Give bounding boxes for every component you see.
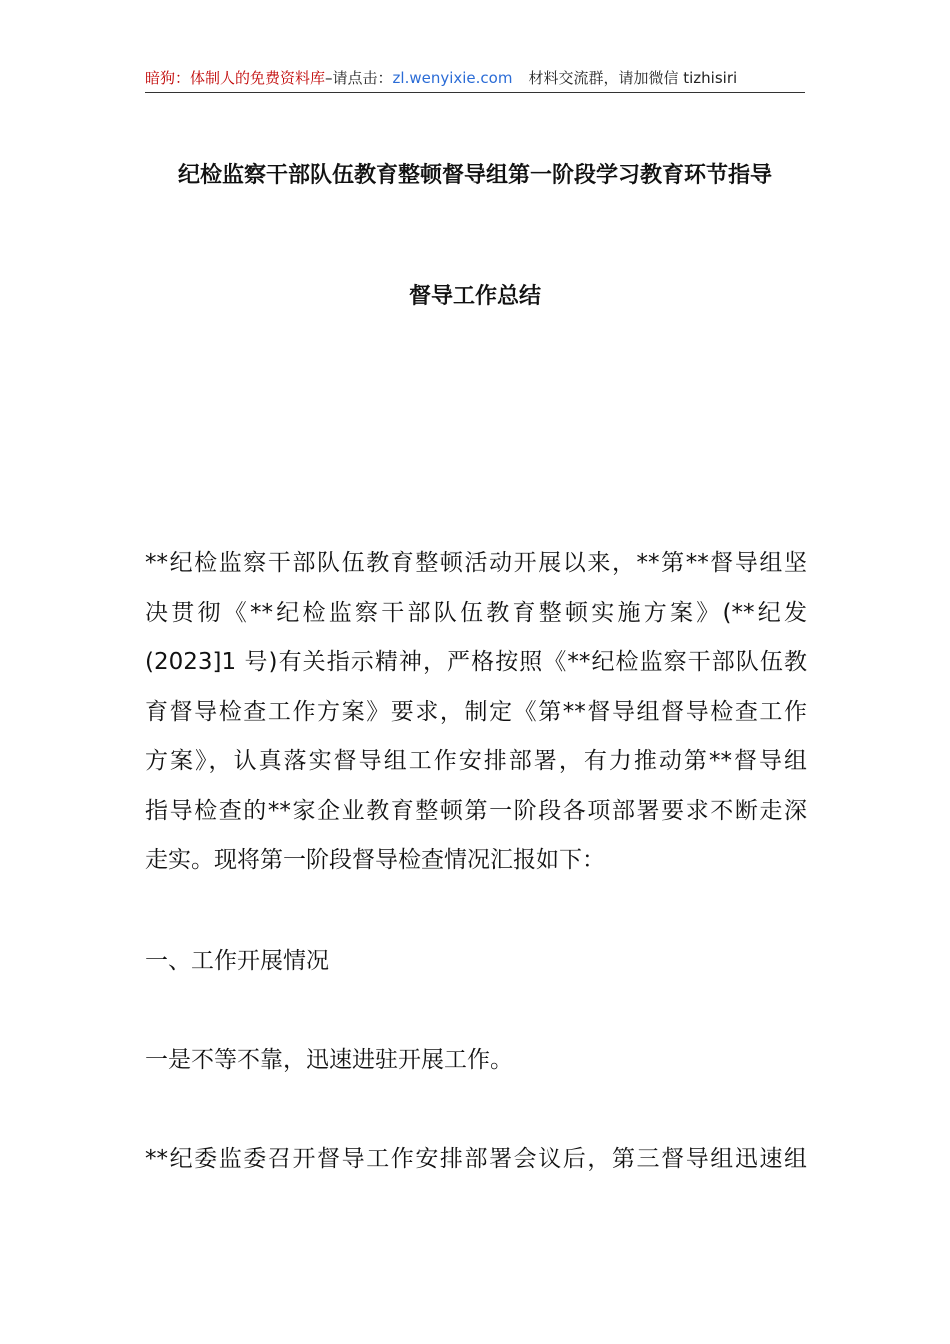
paragraph-line: **纪检监察干部队伍教育整顿活动开展以来，**第**督导组坚 <box>145 550 807 576</box>
page-header <box>145 64 805 93</box>
document-title-line-1: 纪检监察干部队伍教育整顿督导组第一阶段学习教育环节指导 <box>177 163 772 188</box>
paragraph-line: 走实。现将第一阶段督导检查情况汇报如下： <box>145 847 605 873</box>
document-title-line-2: 督导工作总结 <box>408 284 541 309</box>
header-contact: 材料交流群，请加微信 tizhisiri <box>528 69 738 87</box>
intro-paragraph <box>145 539 807 886</box>
paragraph-line: 方案》，认真落实督导组工作安排部署，有力推动第**督导组 <box>145 748 807 774</box>
header-site-name: 暗狗：体制人的免费资料库 <box>145 69 326 87</box>
header-prompt: –请点击： <box>325 69 393 87</box>
sub-heading: 一是不等不靠，迅速进驻开展工作。 <box>145 1047 513 1073</box>
paragraph-line: (2023]1 号)有关指示精神，严格按照《**纪检监察干部队伍教 <box>145 649 807 675</box>
paragraph-line: **纪委监委召开督导工作安排部署会议后，第三督导组迅速组 <box>145 1146 807 1172</box>
section-heading: 一、工作开展情况 <box>145 948 329 974</box>
header-link[interactable]: zl.wenyixie.com <box>392 69 513 87</box>
paragraph-line: 育督导检查工作方案》要求，制定《第**督导组督导检查工作 <box>145 698 807 725</box>
paragraph-line: 决贯彻《**纪检监察干部队伍教育整顿实施方案》(**纪发 <box>145 599 807 626</box>
last-paragraph <box>145 1135 807 1185</box>
paragraph-line: 指导检查的**家企业教育整顿第一阶段各项部署要求不断走深 <box>145 797 807 824</box>
